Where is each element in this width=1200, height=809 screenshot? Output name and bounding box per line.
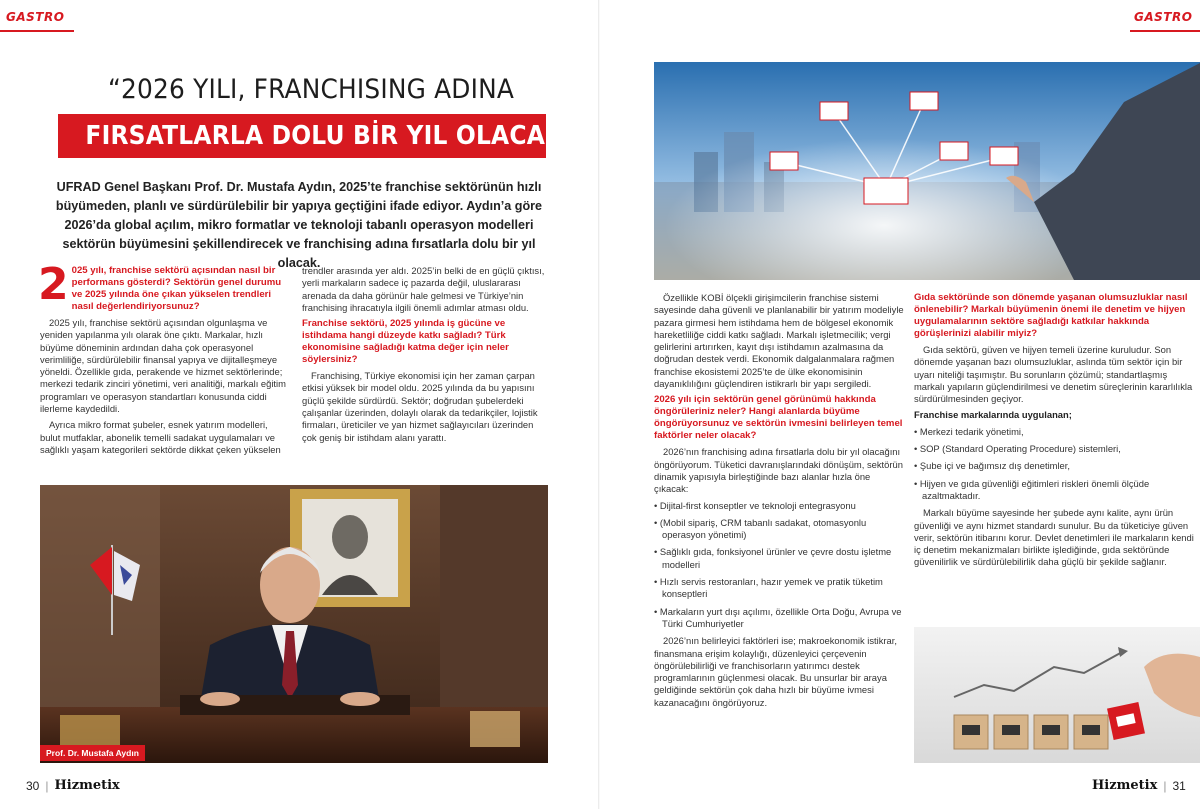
- answer-4-bullet: • Hijyen ve gıda güvenliği eğitimleri riskleri önemli ölçüde azaltmaktadır.: [914, 478, 1200, 503]
- column-3: [654, 292, 904, 713]
- answer-1-paragraph-2: Ayrıca mikro format şubeler, esnek yatırım modelleri, bulut mutfaklar, abonelik temelli sadakat uygulamaları ve sağlıklı yaşam kategorileri sektörde dikkat çeken yükselen: [40, 419, 281, 455]
- footer-separator-left: |: [45, 778, 49, 793]
- question-3: 2026 yılı için sektörün genel görünümü hakkında öngörüleriniz neler? Hangi alanlarda büyüme öngörüyorsunuz ve sektörün ivmesini belirleyen temel faktörler neler olacak?: [654, 394, 903, 442]
- question-2: Franchise sektörü, 2025 yılında iş gücüne ve istihdama hangi düzeyde katkı sağladı? Türk ekonomisine sağladığı katma değer için neler söylersiniz?: [302, 318, 509, 366]
- answer-3-bullet: • (Mobil sipariş, CRM tabanlı sadakat, otomasyonlu operasyon yönetimi): [654, 517, 904, 542]
- page-number-right: 31: [1172, 778, 1186, 793]
- answer-3-bullet: • Sağlıklı gıda, fonksiyonel ürünler ve çevre dostu işletme modelleri: [654, 546, 904, 571]
- section-tag-left: GASTRO: [6, 10, 65, 24]
- blocks-illustration: [914, 627, 1200, 763]
- section-tag-right: GASTRO: [1134, 10, 1193, 24]
- footer-right: [1092, 778, 1186, 793]
- franchise-network-photo: [654, 62, 1200, 280]
- question-1: [38, 259, 290, 313]
- network-illustration: [654, 62, 1200, 280]
- answer-4-outro: Markalı büyüme sayesinde her şubede aynı kalite, aynı ürün güvenliği ve aynı hizmet standardı sunulur. Bu da tüketiciye güven verir, sektörün itibarını korur. Devlet denetimleri ile markaların kendi iç denetim mekanizmaları birlikte işlediğinde, gıda sektöründe güvenilirlik ve sürdürülebilirlik daha güçlü bir şekilde sağlanır.: [914, 507, 1194, 568]
- question-4: Gıda sektöründe son dönemde yaşanan olumsuzluklar nasıl önlenebilir? Markalı büyümenin önemi ile denetim ve hijyen uygulamalarının sektöre sağladığı katkılar hakkında görüşlerinizi alabilir miyiz?: [914, 292, 1188, 339]
- page-number-left: 30: [26, 778, 40, 793]
- article-lead: UFRAD Genel Başkanı Prof. Dr. Mustafa Aydın, 2025’te franchise sektörünün hızlı büyümeden, planlı ve sürdürülebilir bir yapıya geçtiğini ifade ediyor. Aydın’a göre 2026’da global açılım, mikro formatlar ve teknoloji tabanlı operasyon modelleri sektörün büyümesini şekillendirecek ve franchising adına fırsatlarla dolu bir yıl olacak.: [55, 180, 543, 270]
- headline-line-1: “2026 YILI, FRANCHISING ADINA: [108, 74, 515, 105]
- photo-caption: Prof. Dr. Mustafa Aydın: [40, 745, 145, 761]
- headline-line-2-banner: [58, 114, 579, 158]
- answer-4-bullet: • SOP (Standard Operating Procedure) sistemleri,: [914, 443, 1200, 455]
- answer-4-bullet: • Merkezi tedarik yönetimi,: [914, 426, 1200, 438]
- answer-4-bullet: • Şube içi ve bağımsız dış denetimler,: [914, 460, 1200, 472]
- section-rule-right: [1130, 30, 1200, 42]
- answer-2-paragraph-1: Franchising, Türkiye ekonomisi için her zaman çarpan etkisi yüksek bir model oldu. 2025 yılında da bu yapısını güçlü şekilde sürdürdü. Sektör; doğrudan şubelerdeki çalışanlar üzerinden, dolaylı olarak da tedarikçiler, lojistik firmaları, üreticiler ve yan hizmet sağlayıcıları üzerinden çok geniş bir istihdam alanı yarattı.: [302, 370, 538, 443]
- question-1-text: 025 yılı, franchise sektörü açısından nasıl bir performans gösterdi? Sektörün genel durumu ve 2025 yılında öne çıkan yükselen trendleri nasıl değerlendiriyorsunuz?: [71, 265, 282, 312]
- answer-1-paragraph-3: trendler arasında yer aldı. 2025’in belki de en güçlü çıktısı, yerli markaların sadece iç pazarda değil, uluslararası arenada da daha görünür hale gelmesi ve Türkiye’nin franchising ihracatıyla ilgili önemli adımlar atması oldu.: [302, 265, 545, 313]
- drop-cap: 2: [38, 259, 69, 310]
- magazine-logo-left: Hizmetix: [54, 778, 120, 793]
- column-4: [914, 292, 1200, 573]
- answer-3-intro: 2026’nın franchising adına fırsatlarla dolu bir yıl olacağını öngörüyorum. Tüketici davranışlarındaki dönüşüm, sektörün dinamik yapısıyla birleştiğinde bazı alanlar hızla öne çıkacak:: [654, 446, 903, 495]
- answer-3-outro: 2026’nın belirleyici faktörleri ise; makroekonomik istikrar, finansmana erişim kolaylığı, düzenleyici çerçevenin öngörülebilirliği ve franchisorların yatırımcı destek programlarının güçlenmesi olacak. Bu unsurlar bir araya geldiğinde sektörün çok daha hızlı bir büyüme ivmesi kazanacağını öngörüyoruz.: [654, 635, 897, 708]
- footer-left: [26, 778, 120, 793]
- portrait-illustration: [40, 485, 548, 763]
- magazine-logo-right: Hizmetix: [1092, 778, 1158, 793]
- column-1: [38, 259, 290, 460]
- column-2: [302, 265, 548, 448]
- portrait-photo: [40, 485, 548, 763]
- answer-1-paragraph-1: 2025 yılı, franchise sektörü açısından olgunlaşma ve yeniden yapılanma yılı olarak öne çıktı. Markalar, hızlı büyüme döneminin ardından daha çok operasyonel verimliliğe, sürdürülebilir finansal yapıya ve dijitalleşmeye yöneldi. Özellikle gıda, perakende ve hizmet sektörlerinde; merkezi tedarik zinciri yönetimi, veri analitiği, markalı eğitim programları ve operasyon standartları konusunda ciddi ilerleme kaydedildi.: [40, 317, 286, 415]
- right-page: [600, 0, 1200, 809]
- answer-4-list-title: Franchise markalarında uygulanan;: [914, 409, 1072, 421]
- answer-3-bullet: • Dijital-first konseptler ve teknoloji entegrasyonu: [654, 500, 904, 512]
- growth-blocks-photo: [914, 627, 1200, 763]
- answer-3-bullet: • Hızlı servis restoranları, hazır yemek ve pratik tüketim konseptleri: [654, 576, 904, 601]
- answer-4-paragraph-1: Gıda sektörü, güven ve hijyen temeli üzerine kuruludur. Son dönemde yaşanan bazı olumsuzluklar, aslında tüm sektör için bir uyarı niteliği taşımıştır. Bu sorunların çözümü; standartlaşmış markalı yapıların güçlendirilmesi ve denetim süreçlerinin kararlılıkla sürdürülmesinden geçiyor.: [914, 344, 1193, 405]
- section-rule-left: [0, 30, 74, 42]
- answer-2-paragraph-2: Özellikle KOBİ ölçekli girişimcilerin franchise sistemi sayesinde daha güvenli ve planlanabilir bir yatırım modeliyle pazara girmesi hem istihdama hem de bölgesel ekonomik hareketliliğe ciddi katkı sağladı. Markalı işletmecilik; vergi gelirlerini artırırken, kayıt dışı istihdamın azalmasına da doğrudan destek verdi. Ekonomik dalgalanmalara rağmen franchise ekosistemi 2025’te de ülke ekonomisinin dayanıklılığını güçlendiren istikrarlı bir yapı sergiledi.: [654, 292, 904, 390]
- footer-separator-right: |: [1163, 778, 1167, 793]
- headline-line-2: FIRSATLARLA DOLU BİR YIL OLACAK”: [85, 121, 579, 151]
- answer-3-bullet: • Markaların yurt dışı açılımı, özellikle Orta Doğu, Avrupa ve Türki Cumhuriyetler: [654, 606, 904, 631]
